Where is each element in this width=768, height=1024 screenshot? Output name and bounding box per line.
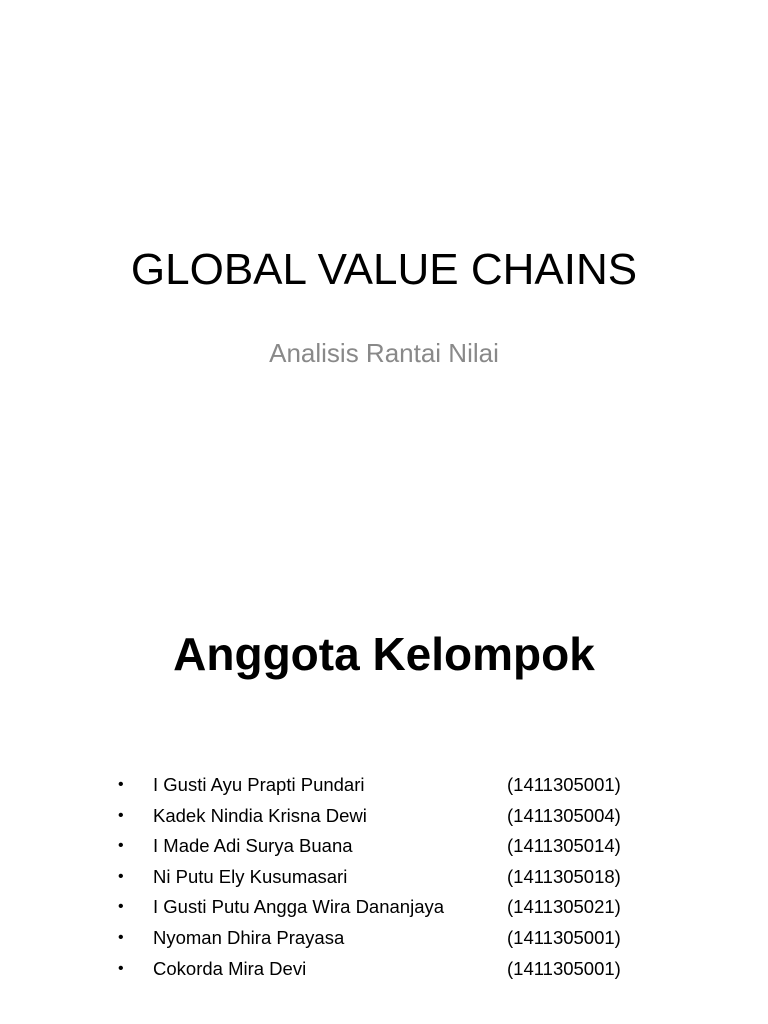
bullet-icon: • [118,837,124,855]
member-nim: (1411305001) [507,957,621,979]
member-nim: (1411305001) [507,926,621,948]
member-name: I Gusti Putu Angga Wira Dananjaya [153,896,445,918]
presentation-subtitle: Analisis Rantai Nilai [269,338,499,368]
member-name: I Made Adi Surya Buana [153,835,353,857]
list-item [118,954,678,985]
member-nim: (1411305014) [507,835,621,857]
presentation-title: GLOBAL VALUE CHAINS [130,245,638,294]
member-nim: (1411305001) [507,774,621,795]
member-name: Cokorda Mira Devi [153,957,307,979]
member-name: Ni Putu Ely Kusumasari [153,865,348,887]
bullet-icon: • [118,806,124,824]
list-item [118,923,678,954]
member-nim: (1411305004) [507,804,621,826]
members-list [118,770,678,984]
list-item [118,892,678,923]
list-item [118,801,678,832]
bullet-icon: • [118,898,124,916]
bullet-icon: • [118,776,124,793]
member-name: Nyoman Dhira Prayasa [153,926,345,948]
bullet-icon: • [118,959,124,977]
list-item [118,770,678,801]
list-item [118,862,678,893]
bullet-icon: • [118,867,124,885]
member-name: I Gusti Ayu Prapti Pundari [153,774,365,795]
bullet-icon: • [118,928,124,946]
member-nim: (1411305018) [507,865,621,887]
member-nim: (1411305021) [507,896,621,918]
slide-members [0,512,768,1024]
member-name: Kadek Nindia Krisna Dewi [153,804,367,826]
members-title: Anggota Kelompok [173,628,595,680]
list-item [118,831,678,862]
